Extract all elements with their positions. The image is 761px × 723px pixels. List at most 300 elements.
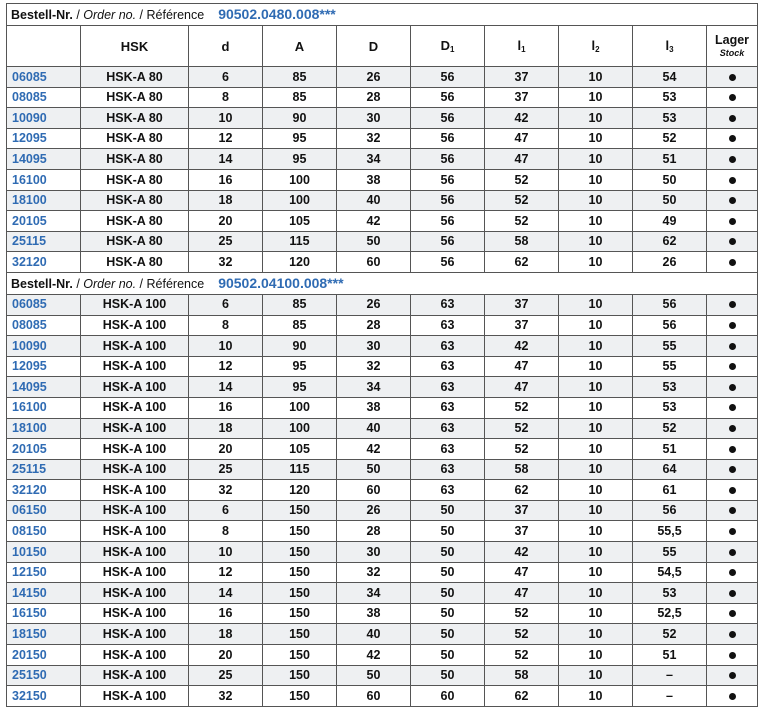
cell-l3: 56 — [633, 500, 707, 521]
header-l3-base: l — [665, 37, 670, 53]
in-stock-dot-icon — [729, 322, 736, 329]
cell-d1: 63 — [411, 377, 485, 398]
cell-d: 12 — [189, 128, 263, 149]
table-row — [7, 190, 758, 211]
cell-order-code: 25115 — [7, 459, 81, 480]
cell-l2: 10 — [559, 624, 633, 645]
cell-l2: 10 — [559, 149, 633, 170]
cell-d: 25 — [189, 665, 263, 686]
header-stock-label: Stock — [719, 47, 745, 58]
cell-l3: – — [633, 686, 707, 707]
cell-hsk: HSK-A 100 — [81, 542, 189, 563]
cell-stock — [707, 439, 758, 460]
cell-a: 150 — [263, 686, 337, 707]
cell-l3: 55,5 — [633, 521, 707, 542]
cell-d1: 63 — [411, 356, 485, 377]
cell-stock — [707, 294, 758, 315]
in-stock-dot-icon — [729, 528, 736, 535]
table-row — [7, 624, 758, 645]
cell-hsk: HSK-A 100 — [81, 336, 189, 357]
cell-l2: 10 — [559, 603, 633, 624]
cell-hsk: HSK-A 100 — [81, 480, 189, 501]
cell-d1: 63 — [411, 480, 485, 501]
cell-hsk: HSK-A 80 — [81, 190, 189, 211]
table-row — [7, 542, 758, 563]
cell-stock — [707, 645, 758, 666]
table-row — [7, 500, 758, 521]
cell-l3: 56 — [633, 315, 707, 336]
in-stock-dot-icon — [729, 672, 736, 679]
cell-l3: 52,5 — [633, 603, 707, 624]
cell-l3: 50 — [633, 169, 707, 190]
cell-a: 90 — [263, 336, 337, 357]
title-separator: / — [72, 8, 84, 23]
cell-l1: 52 — [485, 624, 559, 645]
header-l2-base: l — [591, 37, 596, 53]
cell-d: 14 — [189, 149, 263, 170]
cell-D: 60 — [337, 686, 411, 707]
cell-order-code: 10090 — [7, 336, 81, 357]
in-stock-dot-icon — [729, 404, 736, 411]
cell-order-code: 08085 — [7, 87, 81, 108]
cell-hsk: HSK-A 80 — [81, 108, 189, 129]
cell-stock — [707, 562, 758, 583]
order-number-label-fr: Référence — [146, 8, 205, 23]
cell-order-code: 14095 — [7, 377, 81, 398]
cell-order-code: 25115 — [7, 231, 81, 252]
cell-a: 105 — [263, 211, 337, 232]
title-separator: / — [72, 277, 84, 292]
cell-l2: 10 — [559, 169, 633, 190]
cell-D: 40 — [337, 190, 411, 211]
cell-l3: 53 — [633, 377, 707, 398]
cell-a: 100 — [263, 169, 337, 190]
cell-d: 16 — [189, 397, 263, 418]
in-stock-dot-icon — [729, 487, 736, 494]
cell-d1: 56 — [411, 190, 485, 211]
cell-order-code: 12150 — [7, 562, 81, 583]
cell-D: 32 — [337, 562, 411, 583]
cell-l1: 37 — [485, 294, 559, 315]
cell-hsk: HSK-A 100 — [81, 459, 189, 480]
cell-l2: 10 — [559, 459, 633, 480]
cell-l1: 42 — [485, 108, 559, 129]
cell-order-code: 16150 — [7, 603, 81, 624]
cell-d1: 50 — [411, 603, 485, 624]
cell-a: 95 — [263, 128, 337, 149]
table-row — [7, 211, 758, 232]
order-number-label-en: Order no. — [83, 277, 137, 292]
cell-l1: 37 — [485, 87, 559, 108]
cell-l3: 64 — [633, 459, 707, 480]
cell-hsk: HSK-A 80 — [81, 149, 189, 170]
cell-l3: 54,5 — [633, 562, 707, 583]
cell-l2: 10 — [559, 211, 633, 232]
cell-d: 32 — [189, 686, 263, 707]
order-number-code: 90502.04100.008*** — [218, 275, 344, 292]
cell-d1: 63 — [411, 397, 485, 418]
cell-d: 18 — [189, 190, 263, 211]
cell-D: 26 — [337, 500, 411, 521]
order-number-label-de: Bestell-Nr. — [11, 8, 73, 23]
table-row — [7, 252, 758, 273]
cell-a: 115 — [263, 459, 337, 480]
cell-l1: 37 — [485, 67, 559, 88]
cell-l2: 10 — [559, 336, 633, 357]
order-number-code: 90502.0480.008*** — [218, 6, 336, 23]
section-title — [7, 4, 758, 26]
cell-D: 38 — [337, 169, 411, 190]
cell-l2: 10 — [559, 686, 633, 707]
cell-stock — [707, 336, 758, 357]
cell-l2: 10 — [559, 315, 633, 336]
cell-hsk: HSK-A 80 — [81, 231, 189, 252]
cell-D: 38 — [337, 397, 411, 418]
cell-l1: 58 — [485, 231, 559, 252]
cell-D: 60 — [337, 480, 411, 501]
table-row — [7, 562, 758, 583]
cell-order-code: 20105 — [7, 211, 81, 232]
table-row — [7, 665, 758, 686]
cell-hsk: HSK-A 100 — [81, 583, 189, 604]
header-d1-base: D — [440, 37, 450, 53]
cell-hsk: HSK-A 100 — [81, 377, 189, 398]
cell-d1: 50 — [411, 583, 485, 604]
order-number-label-fr: Référence — [146, 277, 205, 292]
cell-l2: 10 — [559, 583, 633, 604]
in-stock-dot-icon — [729, 301, 736, 308]
cell-stock — [707, 315, 758, 336]
header-d1 — [411, 26, 485, 67]
cell-D: 40 — [337, 418, 411, 439]
cell-order-code: 20105 — [7, 439, 81, 460]
cell-a: 95 — [263, 356, 337, 377]
cell-hsk: HSK-A 100 — [81, 315, 189, 336]
cell-d: 14 — [189, 377, 263, 398]
cell-a: 150 — [263, 624, 337, 645]
cell-d1: 50 — [411, 562, 485, 583]
cell-order-code: 32120 — [7, 480, 81, 501]
cell-l3: 53 — [633, 87, 707, 108]
cell-order-code: 12095 — [7, 356, 81, 377]
header-l3-subscript: 3 — [669, 44, 674, 54]
cell-d1: 63 — [411, 336, 485, 357]
cell-order-code: 32120 — [7, 252, 81, 273]
cell-a: 100 — [263, 397, 337, 418]
section-title-row — [7, 272, 758, 294]
cell-D: 50 — [337, 459, 411, 480]
cell-d: 6 — [189, 500, 263, 521]
cell-D: 34 — [337, 149, 411, 170]
cell-D: 40 — [337, 624, 411, 645]
table-row — [7, 231, 758, 252]
cell-order-code: 16100 — [7, 169, 81, 190]
cell-d: 18 — [189, 418, 263, 439]
product-table — [6, 3, 758, 707]
cell-hsk: HSK-A 100 — [81, 645, 189, 666]
cell-stock — [707, 377, 758, 398]
cell-l2: 10 — [559, 542, 633, 563]
cell-l3: 49 — [633, 211, 707, 232]
cell-d1: 50 — [411, 542, 485, 563]
cell-hsk: HSK-A 80 — [81, 169, 189, 190]
cell-stock — [707, 583, 758, 604]
cell-stock — [707, 418, 758, 439]
cell-l2: 10 — [559, 439, 633, 460]
cell-l2: 10 — [559, 645, 633, 666]
cell-l2: 10 — [559, 562, 633, 583]
cell-d: 20 — [189, 439, 263, 460]
table-row — [7, 356, 758, 377]
in-stock-dot-icon — [729, 197, 736, 204]
cell-l1: 37 — [485, 521, 559, 542]
cell-l3: 56 — [633, 294, 707, 315]
cell-l1: 62 — [485, 686, 559, 707]
header-lager-label: Lager — [715, 33, 750, 48]
cell-stock — [707, 686, 758, 707]
table-header-row — [7, 26, 758, 67]
header-l3 — [633, 26, 707, 67]
cell-a: 85 — [263, 67, 337, 88]
cell-d1: 56 — [411, 252, 485, 273]
cell-stock — [707, 603, 758, 624]
cell-hsk: HSK-A 100 — [81, 439, 189, 460]
header-d1-subscript: 1 — [449, 44, 455, 54]
cell-d: 8 — [189, 521, 263, 542]
cell-l1: 42 — [485, 542, 559, 563]
cell-l3: 52 — [633, 418, 707, 439]
header-blank — [7, 26, 81, 67]
cell-l2: 10 — [559, 67, 633, 88]
cell-hsk: HSK-A 80 — [81, 128, 189, 149]
cell-l2: 10 — [559, 108, 633, 129]
header-l2-subscript: 2 — [595, 44, 600, 54]
table-row — [7, 439, 758, 460]
cell-l1: 52 — [485, 645, 559, 666]
title-separator: / — [136, 277, 147, 292]
cell-l1: 42 — [485, 336, 559, 357]
cell-a: 120 — [263, 480, 337, 501]
cell-d1: 63 — [411, 315, 485, 336]
cell-a: 85 — [263, 315, 337, 336]
cell-D: 28 — [337, 87, 411, 108]
cell-l3: 53 — [633, 583, 707, 604]
cell-D: 50 — [337, 665, 411, 686]
cell-hsk: HSK-A 100 — [81, 624, 189, 645]
in-stock-dot-icon — [729, 343, 736, 350]
title-separator: / — [136, 8, 147, 23]
cell-D: 42 — [337, 645, 411, 666]
in-stock-dot-icon — [729, 652, 736, 659]
cell-d: 8 — [189, 315, 263, 336]
in-stock-dot-icon — [729, 693, 736, 700]
table-row — [7, 645, 758, 666]
table-row — [7, 377, 758, 398]
in-stock-dot-icon — [729, 610, 736, 617]
cell-D: 34 — [337, 583, 411, 604]
cell-a: 95 — [263, 377, 337, 398]
cell-d1: 50 — [411, 665, 485, 686]
cell-D: 30 — [337, 542, 411, 563]
cell-l3: 51 — [633, 149, 707, 170]
in-stock-dot-icon — [729, 446, 736, 453]
cell-l3: 61 — [633, 480, 707, 501]
cell-order-code: 20150 — [7, 645, 81, 666]
section-title — [7, 272, 758, 294]
cell-stock — [707, 108, 758, 129]
cell-l1: 52 — [485, 190, 559, 211]
cell-d1: 50 — [411, 500, 485, 521]
cell-d1: 63 — [411, 439, 485, 460]
cell-a: 150 — [263, 665, 337, 686]
cell-l3: 51 — [633, 439, 707, 460]
cell-d1: 56 — [411, 108, 485, 129]
cell-order-code: 18100 — [7, 190, 81, 211]
cell-D: 34 — [337, 377, 411, 398]
cell-D: 30 — [337, 108, 411, 129]
cell-d: 20 — [189, 211, 263, 232]
cell-d: 12 — [189, 562, 263, 583]
cell-a: 90 — [263, 108, 337, 129]
cell-stock — [707, 521, 758, 542]
cell-d: 6 — [189, 67, 263, 88]
cell-D: 32 — [337, 356, 411, 377]
in-stock-dot-icon — [729, 363, 736, 370]
cell-order-code: 16100 — [7, 397, 81, 418]
cell-l3: 51 — [633, 645, 707, 666]
table-row — [7, 459, 758, 480]
cell-l1: 52 — [485, 169, 559, 190]
cell-l2: 10 — [559, 665, 633, 686]
cell-stock — [707, 665, 758, 686]
cell-a: 120 — [263, 252, 337, 273]
cell-hsk: HSK-A 100 — [81, 356, 189, 377]
cell-stock — [707, 459, 758, 480]
cell-order-code: 10090 — [7, 108, 81, 129]
cell-d: 18 — [189, 624, 263, 645]
cell-stock — [707, 542, 758, 563]
cell-stock — [707, 149, 758, 170]
in-stock-dot-icon — [729, 156, 736, 163]
cell-l2: 10 — [559, 231, 633, 252]
cell-stock — [707, 211, 758, 232]
cell-l2: 10 — [559, 377, 633, 398]
cell-order-code: 08085 — [7, 315, 81, 336]
cell-order-code: 14095 — [7, 149, 81, 170]
cell-d: 12 — [189, 356, 263, 377]
cell-order-code: 25150 — [7, 665, 81, 686]
order-number-label-de: Bestell-Nr. — [11, 277, 73, 292]
cell-l2: 10 — [559, 252, 633, 273]
cell-l3: 55 — [633, 356, 707, 377]
cell-l1: 47 — [485, 149, 559, 170]
cell-d1: 56 — [411, 128, 485, 149]
cell-order-code: 18150 — [7, 624, 81, 645]
cell-l1: 47 — [485, 583, 559, 604]
cell-stock — [707, 500, 758, 521]
cell-d: 10 — [189, 336, 263, 357]
table-row — [7, 583, 758, 604]
cell-d: 32 — [189, 480, 263, 501]
cell-l3: 26 — [633, 252, 707, 273]
cell-stock — [707, 252, 758, 273]
cell-stock — [707, 190, 758, 211]
cell-D: 26 — [337, 294, 411, 315]
in-stock-dot-icon — [729, 94, 736, 101]
cell-l2: 10 — [559, 480, 633, 501]
cell-stock — [707, 87, 758, 108]
cell-a: 150 — [263, 521, 337, 542]
cell-order-code: 18100 — [7, 418, 81, 439]
cell-a: 85 — [263, 87, 337, 108]
cell-l3: 52 — [633, 624, 707, 645]
cell-l3: 54 — [633, 67, 707, 88]
cell-d1: 50 — [411, 645, 485, 666]
cell-l3: 55 — [633, 542, 707, 563]
cell-a: 85 — [263, 294, 337, 315]
cell-hsk: HSK-A 100 — [81, 665, 189, 686]
cell-d1: 56 — [411, 67, 485, 88]
cell-D: 26 — [337, 67, 411, 88]
cell-a: 150 — [263, 500, 337, 521]
cell-order-code: 12095 — [7, 128, 81, 149]
cell-l3: 55 — [633, 336, 707, 357]
cell-hsk: HSK-A 80 — [81, 211, 189, 232]
cell-a: 150 — [263, 645, 337, 666]
table-row — [7, 87, 758, 108]
cell-d: 16 — [189, 603, 263, 624]
header-d: d — [189, 26, 263, 67]
cell-a: 115 — [263, 231, 337, 252]
cell-D: 50 — [337, 231, 411, 252]
in-stock-dot-icon — [729, 259, 736, 266]
header-l1-base: l — [517, 37, 522, 53]
cell-l1: 52 — [485, 439, 559, 460]
cell-d1: 50 — [411, 624, 485, 645]
cell-l1: 47 — [485, 377, 559, 398]
table-row — [7, 521, 758, 542]
table-row — [7, 418, 758, 439]
cell-d: 25 — [189, 459, 263, 480]
cell-l1: 58 — [485, 665, 559, 686]
cell-order-code: 06085 — [7, 67, 81, 88]
table-row — [7, 128, 758, 149]
cell-hsk: HSK-A 100 — [81, 686, 189, 707]
cell-l3: 50 — [633, 190, 707, 211]
cell-a: 150 — [263, 562, 337, 583]
cell-a: 150 — [263, 583, 337, 604]
cell-d: 6 — [189, 294, 263, 315]
table-row — [7, 294, 758, 315]
table-row — [7, 67, 758, 88]
cell-D: 30 — [337, 336, 411, 357]
header-l1-subscript: 1 — [521, 44, 526, 54]
cell-hsk: HSK-A 100 — [81, 603, 189, 624]
cell-stock — [707, 169, 758, 190]
cell-l1: 58 — [485, 459, 559, 480]
cell-stock — [707, 397, 758, 418]
cell-stock — [707, 128, 758, 149]
header-lager — [707, 26, 758, 67]
cell-d1: 63 — [411, 459, 485, 480]
cell-hsk: HSK-A 80 — [81, 252, 189, 273]
cell-d: 25 — [189, 231, 263, 252]
header-l2 — [559, 26, 633, 67]
table-row — [7, 336, 758, 357]
cell-l2: 10 — [559, 87, 633, 108]
cell-hsk: HSK-A 80 — [81, 67, 189, 88]
cell-hsk: HSK-A 100 — [81, 294, 189, 315]
